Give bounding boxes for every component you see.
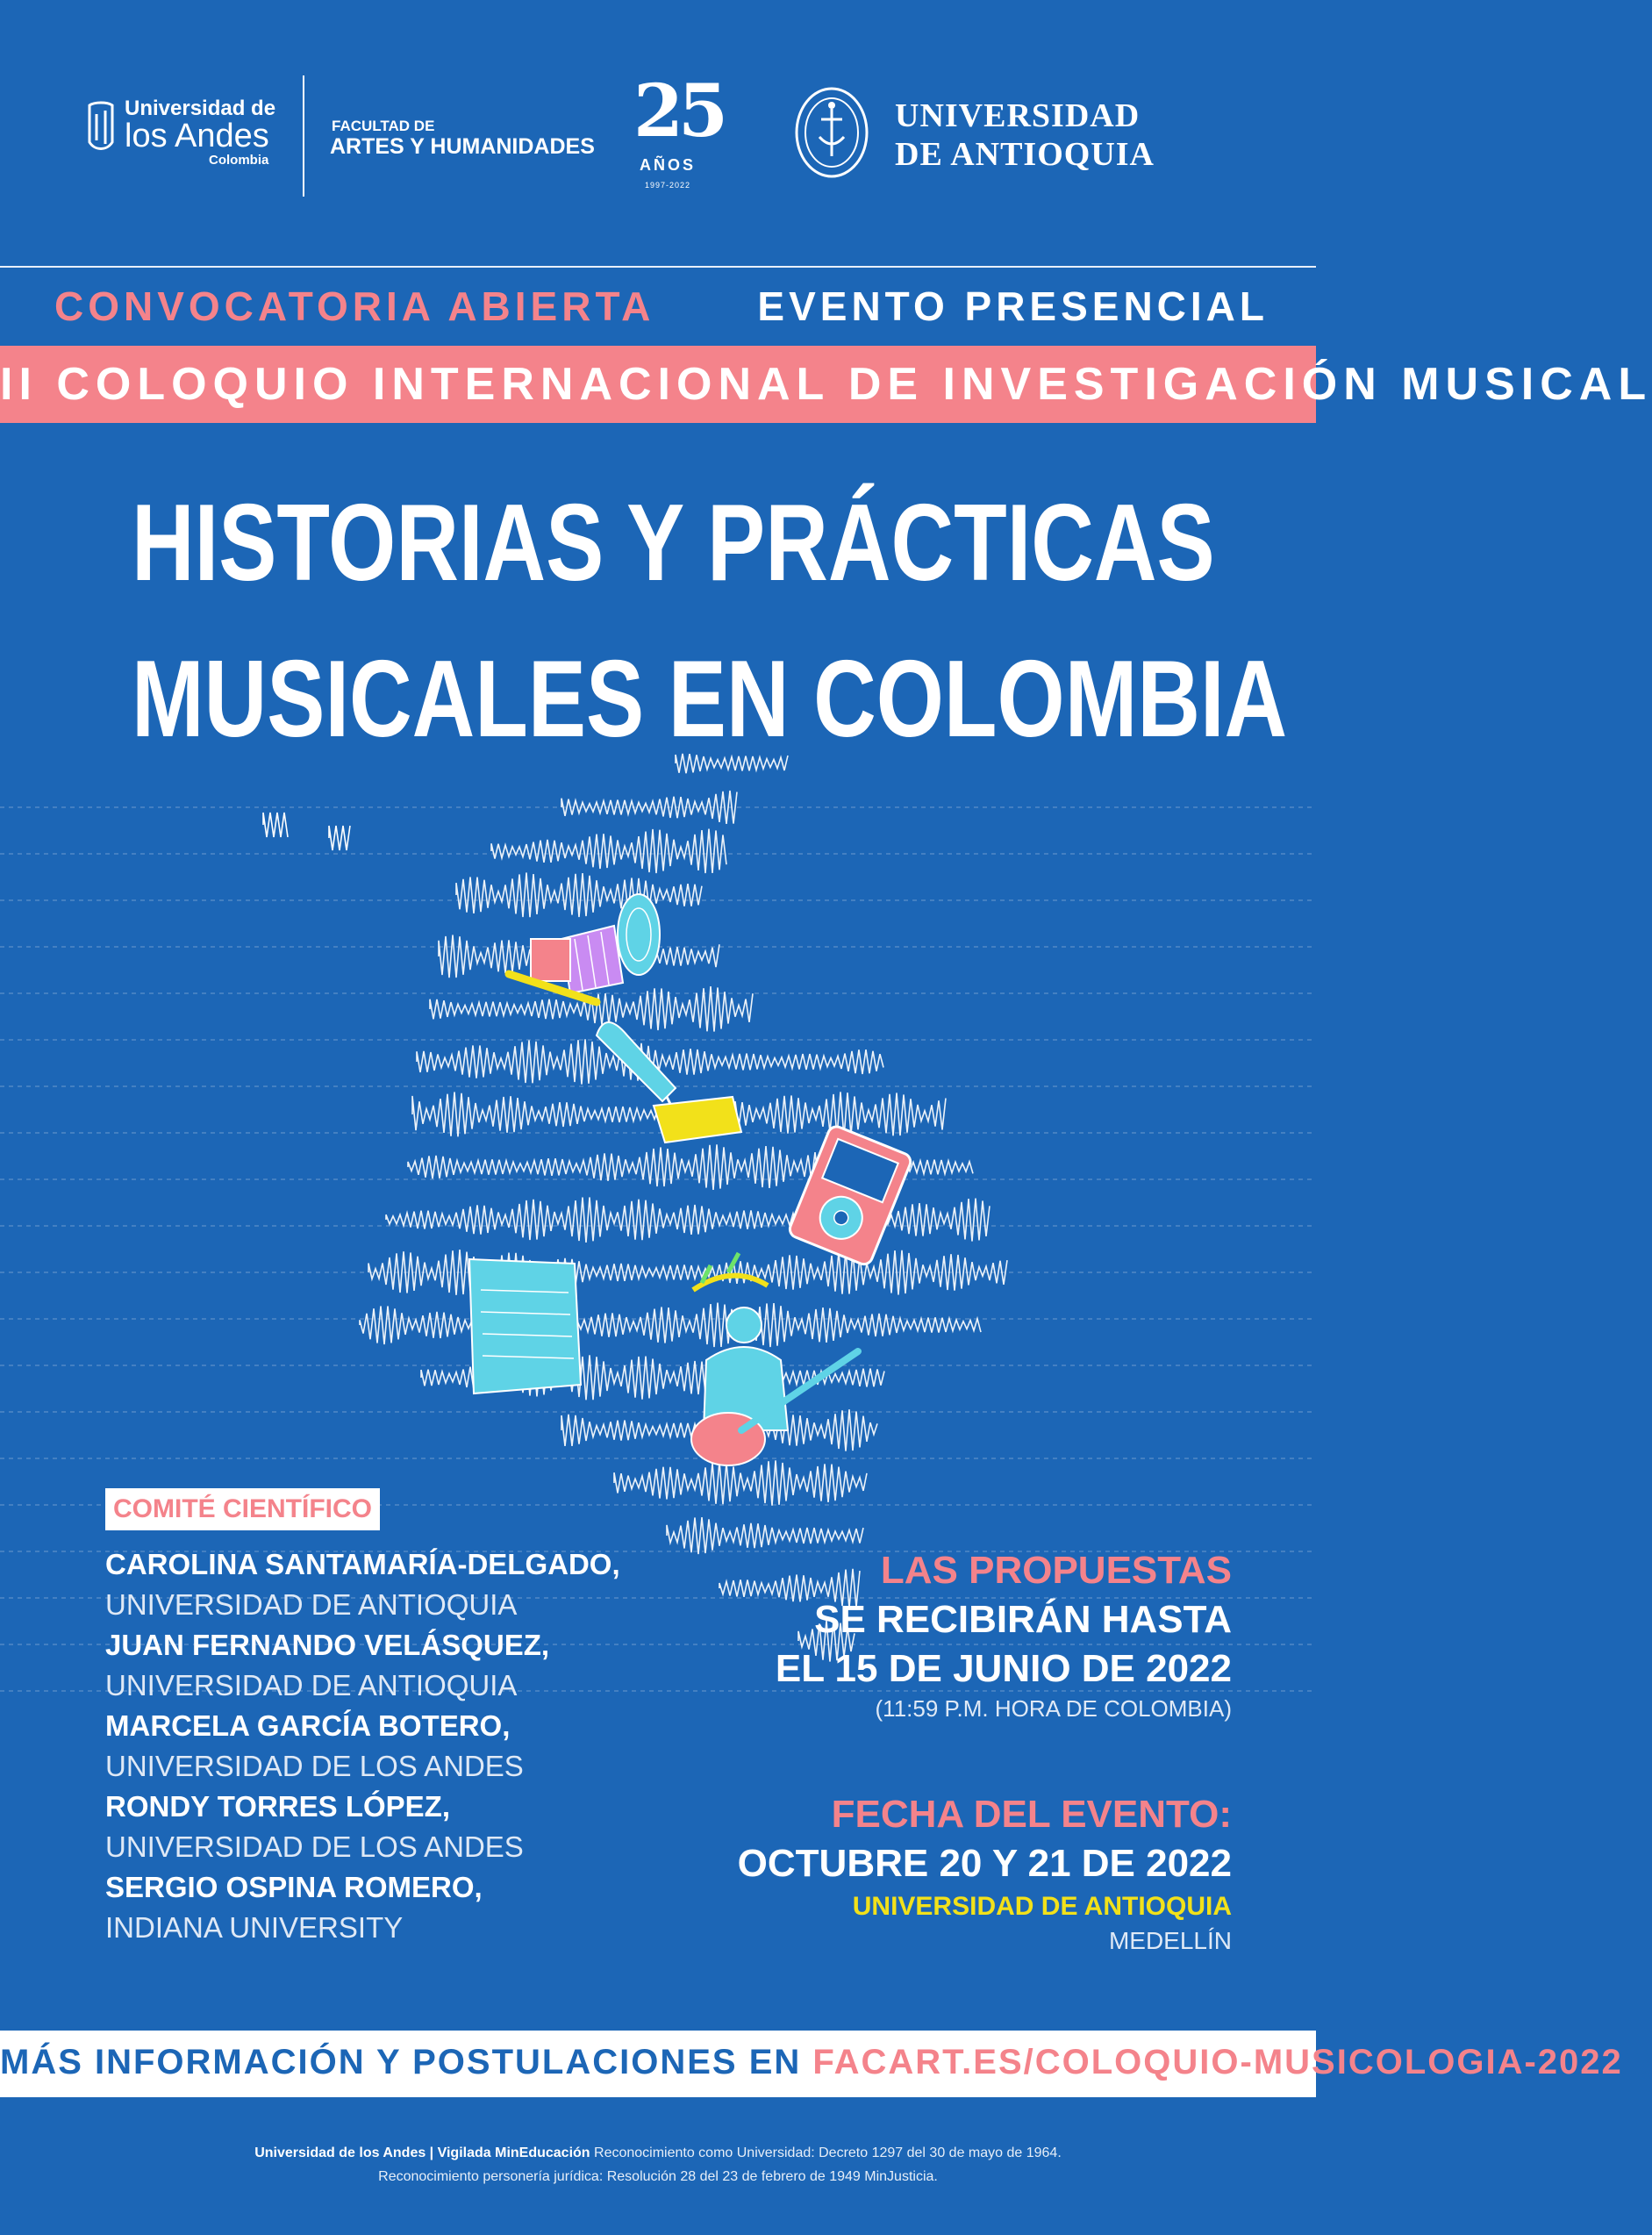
uniandes-name-line1: Universidad de xyxy=(125,97,276,120)
member-affiliation: UNIVERSIDAD DE ANTIOQUIA xyxy=(105,1669,518,1701)
member-name: SERGIO OSPINA ROMERO, xyxy=(105,1871,483,1903)
footer-bold-text: Universidad de los Andes | Vigilada MinEducación xyxy=(254,2145,590,2160)
deadline-text: SE RECIBIRÁN HASTA xyxy=(814,1598,1232,1641)
member-affiliation: INDIANA UNIVERSITY xyxy=(105,1911,404,1944)
footer-line2: Reconocimiento personería jurídica: Resolución 28 del 23 de febrero de 1949 MinJusticia. xyxy=(378,2169,938,2184)
main-title xyxy=(132,465,1288,777)
sheet-music-icon xyxy=(469,1259,581,1393)
info-url-link[interactable]: FACART.ES/COLOQUIO-MUSICOLOGIA-2022 xyxy=(812,2043,1623,2081)
uniandes-logo xyxy=(86,93,275,181)
committee-member xyxy=(105,1787,649,1867)
footer-legal xyxy=(0,2141,1316,2188)
committee-member xyxy=(105,1544,649,1625)
footer-line1 xyxy=(0,2141,1316,2165)
call-for-papers-label: CONVOCATORIA ABIERTA xyxy=(54,283,655,329)
uniandes-name-line2: los Andes xyxy=(125,118,269,154)
faculty-name-line1: FACULTAD DE xyxy=(332,118,435,134)
committee-member xyxy=(105,1706,649,1787)
header-divider xyxy=(303,75,304,197)
main-title-line2: MUSICALES EN COLOMBIA xyxy=(132,639,1288,760)
event-city: MEDELLÍN xyxy=(1108,1927,1232,1954)
mp3-player-icon xyxy=(787,1124,912,1267)
udea-seal-icon xyxy=(793,84,870,181)
member-affiliation: UNIVERSIDAD DE LOS ANDES xyxy=(105,1750,524,1782)
uniandes-country: Colombia xyxy=(209,153,269,168)
committee-member xyxy=(105,1867,649,1948)
info-lead-text: MÁS INFORMACIÓN Y POSTULACIONES EN xyxy=(0,2043,813,2081)
committee-list xyxy=(105,1544,649,1948)
member-name: CAROLINA SANTAMARÍA-DELGADO, xyxy=(105,1548,620,1580)
deadline-time-note: (11:59 P.M. HORA DE COLOMBIA) xyxy=(875,1695,1232,1722)
info-bar-text xyxy=(0,2043,1623,2082)
udea-name-line2: DE ANTIOQUIA xyxy=(895,136,1155,173)
member-affiliation: UNIVERSIDAD DE ANTIOQUIA xyxy=(105,1588,518,1621)
member-name: MARCELA GARCÍA BOTERO, xyxy=(105,1709,511,1742)
submission-deadline xyxy=(618,1546,1232,1723)
anniversary-number: 25 xyxy=(633,69,724,154)
main-title-line1: HISTORIAS Y PRÁCTICAS xyxy=(132,483,1215,604)
faculty-name-line2: ARTES Y HUMANIDADES xyxy=(330,134,595,159)
committee-title: COMITÉ CIENTÍFICO xyxy=(113,1494,372,1523)
uniandes-emblem-icon xyxy=(86,98,116,154)
header-rule xyxy=(0,266,1316,268)
anniversary-label: AÑOS xyxy=(639,156,696,174)
drum-icon xyxy=(618,894,660,975)
anniversary-badge xyxy=(633,69,724,204)
event-venue: UNIVERSIDAD DE ANTIOQUIA xyxy=(852,1892,1232,1921)
member-name: JUAN FERNANDO VELÁSQUEZ, xyxy=(105,1629,550,1661)
udea-name-line1: UNIVERSIDAD xyxy=(895,97,1141,134)
deadline-label: LAS PROPUESTAS xyxy=(880,1549,1232,1592)
event-type-label: EVENTO PRESENCIAL xyxy=(757,283,1269,329)
anniversary-years: 1997-2022 xyxy=(644,181,691,190)
footer-line1-text: Reconocimiento como Universidad: Decreto 1297 del 30 de mayo de 1964. xyxy=(590,2145,1062,2160)
event-date-label: FECHA DEL EVENTO: xyxy=(831,1793,1232,1836)
committee-member xyxy=(105,1625,649,1706)
committee-tag xyxy=(105,1488,380,1530)
event-info xyxy=(618,1790,1232,1957)
member-name: RONDY TORRES LÓPEZ, xyxy=(105,1790,451,1823)
deadline-date: EL 15 DE JUNIO DE 2022 xyxy=(775,1647,1232,1690)
member-affiliation: UNIVERSIDAD DE LOS ANDES xyxy=(105,1830,524,1863)
colloquium-title: II COLOQUIO INTERNACIONAL DE INVESTIGACIÓN MUSICAL xyxy=(0,359,1652,410)
event-date: OCTUBRE 20 Y 21 DE 2022 xyxy=(737,1842,1232,1885)
